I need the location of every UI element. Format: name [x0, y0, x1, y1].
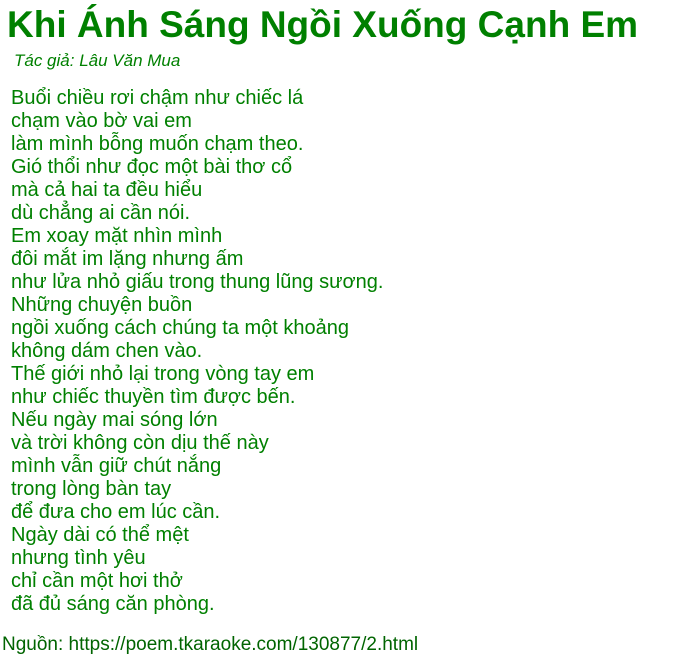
poem-line: Buổi chiều rơi chậm như chiếc lá: [11, 87, 304, 109]
poem-line: làm mình bỗng muốn chạm theo.: [11, 133, 304, 155]
poem-line: để đưa cho em lúc cần.: [11, 501, 221, 523]
poem-line: trong lòng bàn tay: [11, 478, 172, 500]
poem-line: và trời không còn dịu thế này: [11, 432, 269, 454]
poem-line: như lửa nhỏ giấu trong thung lũng sương.: [11, 271, 384, 293]
poem-line: Ngày dài có thể mệt: [11, 524, 189, 546]
poem-line: Những chuyện buồn: [11, 294, 193, 316]
poem-source-url: Nguồn: https://poem.tkaraoke.com/130877/2.html: [2, 634, 419, 655]
poem-line: không dám chen vào.: [11, 340, 203, 362]
poem-line: đôi mắt im lặng nhưng ấm: [11, 248, 244, 270]
poem-title: Khi Ánh Sáng Ngồi Xuống Cạnh Em: [7, 4, 639, 45]
poem-line: dù chẳng ai cần nói.: [11, 202, 191, 224]
poem-line: ngồi xuống cách chúng ta một khoảng: [11, 317, 350, 339]
poem-line: mà cả hai ta đều hiểu: [11, 179, 203, 201]
poem-line: nhưng tình yêu: [11, 547, 146, 569]
poem-line: chỉ cần một hơi thở: [11, 570, 183, 592]
poem-body: [11, 87, 693, 616]
poem-line: Nếu ngày mai sóng lớn: [11, 409, 218, 431]
poem-line: Gió thổi như đọc một bài thơ cổ: [11, 156, 293, 178]
poem-line: chạm vào bờ vai em: [11, 110, 192, 132]
poem-line: như chiếc thuyền tìm được bến.: [11, 386, 296, 408]
poem-author: Tác giả: Lâu Văn Mua: [14, 51, 181, 70]
poem-line: Em xoay mặt nhìn mình: [11, 225, 223, 247]
poem-page: [0, 3, 693, 660]
poem-line: đã đủ sáng căn phòng.: [11, 593, 215, 615]
poem-line: mình vẫn giữ chút nắng: [11, 455, 222, 477]
poem-line: Thế giới nhỏ lại trong vòng tay em: [11, 363, 315, 385]
